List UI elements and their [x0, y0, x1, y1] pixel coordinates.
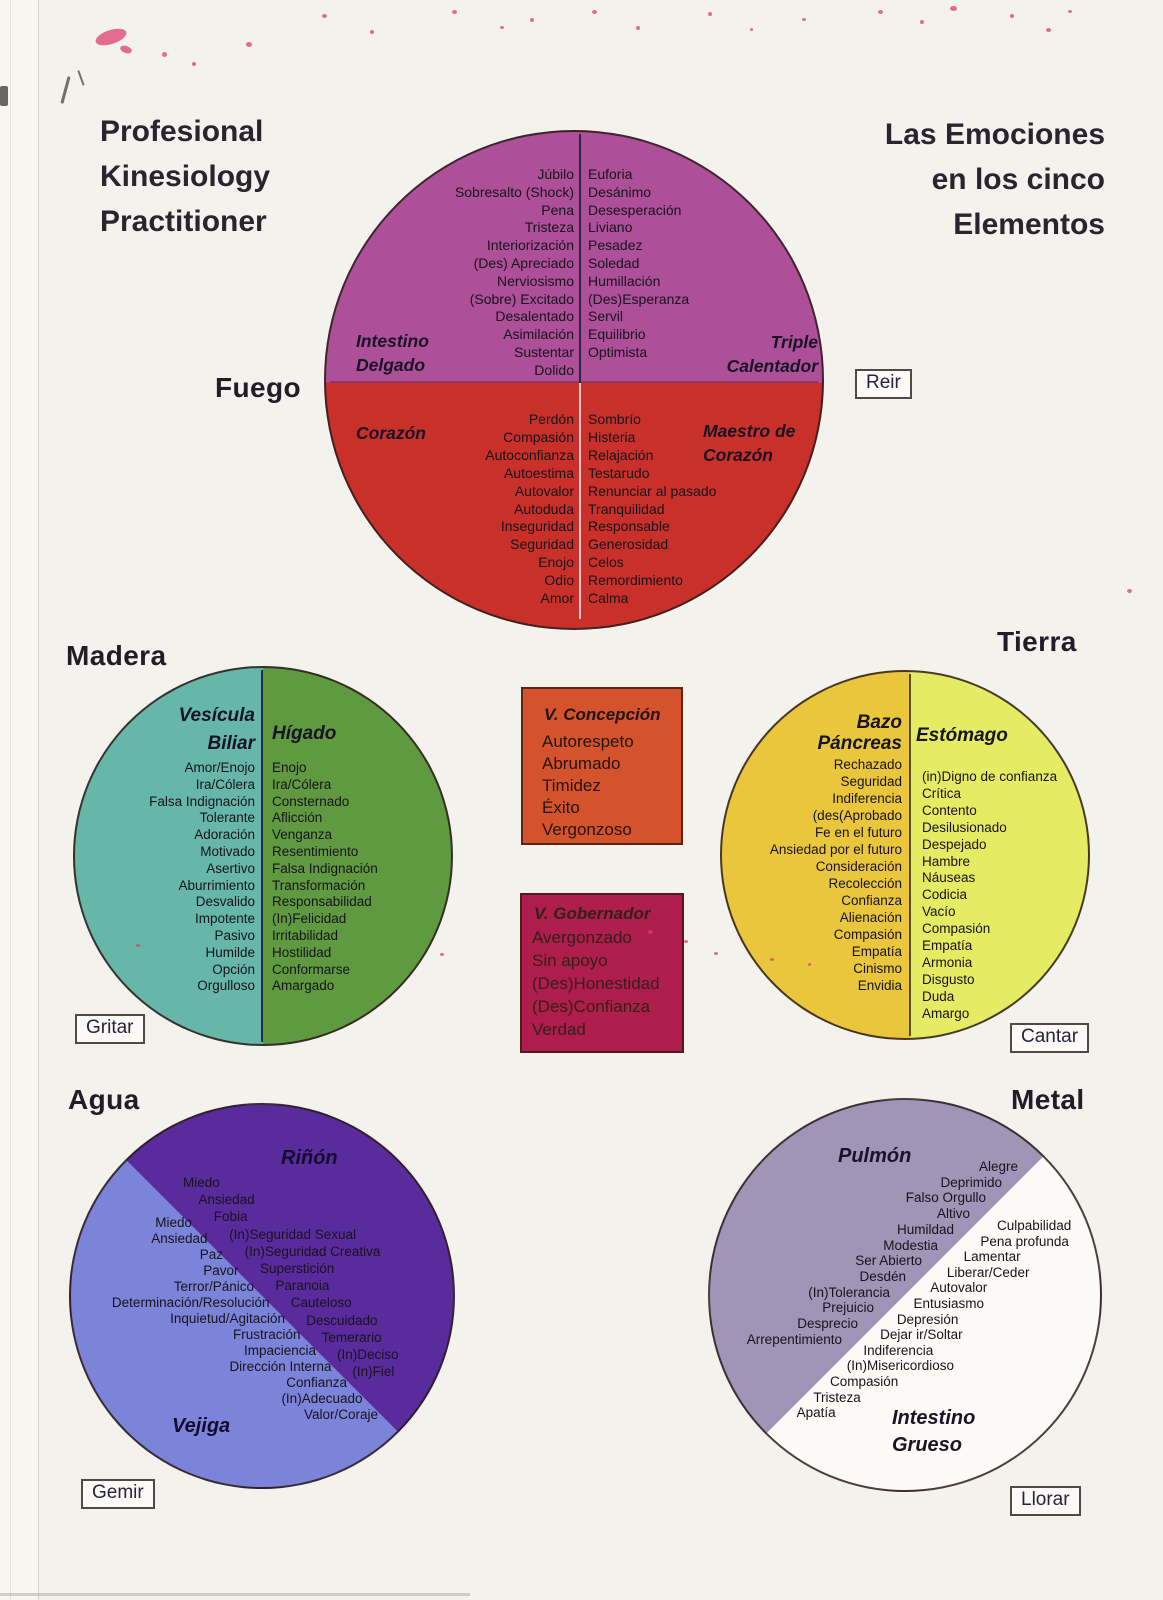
- scan-mark: [878, 10, 883, 14]
- emotion-item: (In)Misericordioso: [846, 1358, 954, 1374]
- emotion-item: Dirección Interna: [229, 1359, 332, 1374]
- emotion-item: Calma: [588, 590, 629, 607]
- emotion-item: Pena profunda: [980, 1233, 1069, 1249]
- emotion-item: Optimista: [588, 343, 648, 360]
- emotion-item: Determinación/Resolución: [111, 1295, 270, 1310]
- scan-mark: [192, 62, 196, 66]
- scan-bottom-edge: [0, 1593, 470, 1596]
- emotion-item: Generosidad: [588, 536, 669, 553]
- emotion-item: Interiorización: [486, 237, 574, 254]
- emotion-item: Duda: [922, 988, 955, 1004]
- organ-label-line: Páncreas: [817, 733, 902, 754]
- scan-mark: [950, 6, 957, 11]
- emotion-item: Náuseas: [922, 870, 976, 886]
- emotion-item: Miedo: [183, 1175, 220, 1190]
- emotion-item: Frustración: [232, 1327, 301, 1342]
- emotion-item: Servil: [588, 308, 624, 325]
- emotion-item: Tranquilidad: [588, 500, 665, 517]
- emotion-item: Seguridad: [840, 774, 902, 789]
- emotion-item: Falso Orgullo: [905, 1190, 986, 1206]
- scan-mark: [1127, 589, 1132, 593]
- fuego-half-divider: [330, 381, 818, 383]
- emotion-item: Falsa Indignación: [272, 860, 378, 876]
- emotion-item: Envidia: [857, 978, 902, 993]
- emotion-item: Paranoia: [275, 1278, 330, 1294]
- organ-label-line: Biliar: [207, 733, 255, 754]
- emotion-item: Falsa Indignación: [149, 793, 255, 809]
- scan-mark: [452, 10, 457, 14]
- organ-label-line: Estómago: [916, 725, 1008, 746]
- emotion-item: (In)Seguridad Creativa: [244, 1243, 381, 1259]
- rinon-label: [281, 1147, 338, 1170]
- emotion-item: Hostilidad: [272, 944, 332, 960]
- title-line: Las Emociones: [884, 118, 1105, 151]
- emotion-item: Cinismo: [853, 961, 902, 976]
- emotion-item: Desdén: [859, 1268, 906, 1284]
- emotion-item: Sustentar: [514, 343, 574, 360]
- emotion-item: Indiferencia: [863, 1342, 934, 1358]
- agua-element-label: Agua: [68, 1084, 140, 1115]
- emotion-item: Empatía: [922, 938, 973, 954]
- scan-mark: [530, 18, 534, 22]
- emotion-item: Compasión: [833, 927, 902, 942]
- emotion-item: (In)Adecuado: [281, 1391, 363, 1406]
- emotion-item: Ira/Cólera: [272, 776, 332, 792]
- emotion-item: Pesadez: [588, 237, 643, 254]
- emotion-item: Resentimiento: [272, 843, 359, 859]
- fuego-circle: [324, 130, 824, 630]
- emotion-item: Crítica: [922, 785, 962, 801]
- scan-mark: [802, 18, 806, 21]
- emotion-item: Autoestima: [503, 464, 574, 481]
- emotion-item: Autorespeto: [542, 732, 634, 751]
- emotion-item: Desvalido: [195, 894, 255, 910]
- estomago-emotion-list: [922, 769, 1057, 1023]
- scan-mark: [1046, 28, 1051, 32]
- emotion-item: Alegre: [978, 1159, 1018, 1174]
- emotion-item: Altivo: [936, 1206, 970, 1222]
- emotion-item: Opción: [212, 961, 255, 977]
- emotion-item: Vergonzoso: [542, 820, 632, 839]
- organ-label-line: Grueso: [892, 1434, 963, 1456]
- madera-element-label: Madera: [66, 640, 167, 671]
- emotion-item: Remordimiento: [588, 572, 683, 589]
- emotion-item: Alienación: [839, 910, 902, 925]
- madera-divider: [261, 670, 263, 1042]
- emotion-item: Renunciar al pasado: [588, 482, 717, 499]
- emotion-item: Fe en el futuro: [814, 825, 902, 840]
- emotion-item: Disgusto: [922, 971, 975, 987]
- maestro-de-corazon-emotion-list: [588, 411, 716, 608]
- emotion-item: Pasivo: [214, 927, 255, 943]
- emotion-item: Rechazado: [833, 757, 902, 772]
- scan-mark: [136, 944, 140, 947]
- emotion-item: Sombrío: [588, 411, 641, 427]
- emotion-item: Seguridad: [510, 536, 574, 553]
- intestino-grueso-label: [892, 1405, 975, 1459]
- emotion-item: Depresión: [896, 1311, 959, 1327]
- organ-label-line: Pulmón: [838, 1145, 912, 1167]
- emotion-item: Compasión: [922, 921, 991, 937]
- organ-label-line: Delgado: [356, 355, 426, 375]
- tierra-divider: [909, 674, 911, 1036]
- emotion-item: Descuidado: [306, 1312, 378, 1328]
- emotion-item: Valor/Coraje: [303, 1407, 378, 1422]
- organ-label-line: Vejiga: [172, 1415, 231, 1437]
- emotion-item: Confianza: [841, 893, 902, 908]
- emotion-item: Ira/Cólera: [195, 776, 255, 792]
- emotion-item: Despejado: [922, 836, 987, 852]
- emotion-item: Adoración: [194, 827, 255, 843]
- emotion-item: Asertivo: [206, 860, 255, 876]
- scan-corner-mark: [0, 86, 8, 106]
- emotion-item: Abrumado: [542, 754, 621, 773]
- organ-label-line: Intestino: [356, 331, 429, 351]
- emotion-item: Desesperación: [588, 201, 682, 218]
- emotion-item: Autovalor: [930, 1280, 988, 1296]
- emotion-item: Compasión: [503, 428, 574, 445]
- scan-mark: [162, 52, 167, 57]
- page-title-right: [885, 112, 1105, 247]
- emotion-item: Impaciencia: [243, 1343, 316, 1358]
- emotion-item: Responsable: [588, 518, 670, 535]
- tierra-element-label: Tierra: [997, 626, 1077, 657]
- emotion-item: Desilusionado: [922, 819, 1007, 835]
- emotion-item: Júbilo: [537, 166, 574, 182]
- emotion-item: Armonia: [922, 954, 973, 970]
- emotion-item: (In)Seguridad Sexual: [229, 1226, 357, 1242]
- emotion-item: Confianza: [286, 1375, 347, 1390]
- emotion-item: Dejar ir/Soltar: [880, 1327, 963, 1343]
- intestino-delgado-label: [356, 329, 429, 377]
- scan-mark: [750, 28, 753, 31]
- emotion-item: Hambre: [922, 853, 971, 869]
- v-gobernador-title: V. Gobernador: [534, 904, 651, 923]
- emotion-item: Inquietud/Agitación: [170, 1311, 285, 1326]
- emotion-item: (In)Felicidad: [272, 911, 347, 927]
- emotion-item: Enojo: [538, 554, 574, 571]
- emotion-item: (Des) Apreciado: [473, 254, 574, 271]
- emotion-item: Apatía: [796, 1405, 836, 1421]
- emotion-item: Euforia: [588, 166, 633, 182]
- scan-edge: [0, 0, 39, 1600]
- vejiga-label: [172, 1415, 230, 1438]
- estomago-label: [916, 725, 1008, 747]
- emotion-item: Soledad: [588, 254, 640, 271]
- emotion-item: Asimilación: [503, 326, 574, 343]
- emotion-item: Terror/Pánico: [173, 1279, 254, 1294]
- organ-label-line: Maestro de: [703, 421, 796, 441]
- pulmon-label: [838, 1145, 911, 1168]
- emotion-item: (in)Digno de confianza: [922, 769, 1058, 784]
- emotion-item: Ser Abierto: [855, 1253, 922, 1269]
- emotion-item: Ansiedad: [198, 1192, 255, 1208]
- emotion-item: Pena: [541, 201, 574, 218]
- emotion-item: Arrepentimiento: [746, 1331, 842, 1347]
- emotion-item: Modestia: [883, 1237, 938, 1253]
- emotion-item: Amor: [540, 590, 574, 607]
- madera-circle: [73, 666, 453, 1046]
- emotion-item: Contento: [922, 802, 977, 818]
- scan-mark: [592, 10, 597, 14]
- emotion-item: Amargado: [272, 978, 335, 994]
- emotion-item: Relajación: [588, 446, 654, 463]
- organ-label-line: Corazón: [703, 445, 773, 465]
- scan-mark: [684, 940, 688, 943]
- emotion-item: Autoconfianza: [485, 446, 574, 463]
- organ-label-line: Triple: [770, 332, 818, 352]
- scan-mark: [714, 952, 718, 955]
- emotion-item: Sin apoyo: [532, 951, 608, 970]
- emotion-item: Timidez: [542, 776, 601, 795]
- emotion-item: Irritabilidad: [272, 927, 339, 943]
- v-concepcion-box: [521, 687, 683, 845]
- emotion-item: Verdad: [532, 1020, 586, 1039]
- v-gobernador-emotion-list: [532, 926, 660, 1041]
- emotion-item: Conformarse: [272, 961, 351, 977]
- emotion-item: Recolección: [828, 876, 902, 891]
- title-line: en los cinco: [931, 163, 1105, 196]
- emotion-item: Lamentar: [963, 1249, 1021, 1265]
- emotion-item: Desánimo: [588, 183, 652, 200]
- emotion-item: Odio: [544, 572, 574, 589]
- title-line: Profesional: [100, 115, 264, 148]
- emotion-item: Paz: [199, 1247, 223, 1262]
- emotion-item: Celos: [588, 554, 624, 571]
- emotion-item: (des(Aprobado: [812, 808, 902, 823]
- emotion-item: Éxito: [542, 798, 580, 817]
- emotion-item: Ansiedad por el futuro: [769, 842, 902, 857]
- emotion-item: Tolerante: [199, 810, 255, 826]
- corazon-emotion-list: [485, 411, 574, 608]
- emotion-item: (In)Deciso: [337, 1347, 399, 1363]
- emotion-item: Liberar/Ceder: [946, 1264, 1030, 1280]
- emotion-item: Compasión: [830, 1373, 899, 1389]
- scan-mark: [636, 26, 640, 30]
- emotion-item: Humildad: [896, 1221, 954, 1237]
- scan-mark: [770, 958, 774, 961]
- emotion-item: Amargo: [922, 1005, 970, 1021]
- scan-mark: [648, 930, 653, 934]
- emotion-item: Codicia: [922, 887, 968, 903]
- emotion-item: Prejuicio: [822, 1300, 874, 1316]
- v-concepcion-title: V. Concepción: [544, 705, 661, 724]
- madera-sound-label: Gritar: [75, 1014, 145, 1044]
- emotion-item: Superstición: [260, 1261, 335, 1277]
- emotion-item: Responsabilidad: [272, 894, 372, 910]
- metal-sound-label: Llorar: [1010, 1486, 1081, 1516]
- metal-element-label: Metal: [1011, 1084, 1085, 1115]
- emotion-item: Entusiasmo: [913, 1295, 985, 1311]
- emotion-item: Pavor: [203, 1263, 239, 1278]
- scan-mark: [246, 42, 252, 47]
- pen-mark: [77, 70, 84, 86]
- emotion-item: Amor/Enojo: [184, 760, 255, 775]
- scan-mark: [322, 14, 327, 18]
- bazo-pancreas-label: [817, 712, 902, 754]
- emotion-item: Desprecio: [797, 1316, 858, 1332]
- emotion-item: Desalentado: [495, 308, 574, 325]
- emotion-item: Empatía: [851, 944, 902, 959]
- fuego-sound-label: Reir: [855, 369, 912, 399]
- emotion-item: Culpabilidad: [997, 1218, 1072, 1233]
- emotion-item: Testarudo: [588, 464, 650, 481]
- emotion-item: Aburrimiento: [178, 877, 255, 893]
- emotion-item: (Des)Honestidad: [532, 974, 660, 993]
- scan-mark: [708, 12, 712, 16]
- emotion-item: Orgulloso: [197, 978, 255, 994]
- vesicula-biliar-label: [179, 702, 255, 758]
- scan-mark: [119, 44, 133, 55]
- corazon-label: [356, 423, 426, 444]
- fuego-top-divider: [579, 134, 581, 383]
- emotion-item: Consternado: [272, 793, 350, 809]
- scan-mark: [808, 963, 811, 966]
- pen-mark: [60, 76, 70, 104]
- scan-edge-line: [10, 0, 11, 1600]
- emotion-item: Ansiedad: [151, 1231, 208, 1246]
- v-concepcion-emotion-list: [542, 731, 634, 841]
- agua-sound-label: Gemir: [81, 1479, 155, 1509]
- emotion-item: Inseguridad: [500, 518, 574, 535]
- scan-mark: [1068, 10, 1072, 13]
- emotion-item: Deprimido: [940, 1174, 1002, 1190]
- emotion-item: Equilibrio: [588, 326, 646, 343]
- emotion-item: (In)Tolerancia: [808, 1284, 890, 1300]
- organ-label-line: Hígado: [272, 723, 337, 744]
- emotion-item: (Des)Confianza: [532, 997, 651, 1016]
- emotion-item: Cauteloso: [290, 1295, 352, 1311]
- title-line: Kinesiology: [100, 160, 271, 193]
- scan-mark: [500, 26, 504, 29]
- emotion-item: (In)Fiel: [352, 1364, 395, 1380]
- emotion-item: Aflicción: [272, 810, 323, 826]
- emotion-item: Tristeza: [524, 219, 574, 236]
- emotion-item: Nerviosismo: [496, 272, 574, 289]
- triple-calentador-label: [727, 330, 818, 378]
- organ-label-line: Riñón: [281, 1147, 338, 1169]
- emotion-item: Temerario: [321, 1329, 382, 1345]
- tierra-sound-label: Cantar: [1010, 1023, 1089, 1053]
- higado-label: [272, 723, 336, 745]
- organ-label-line: Calentador: [726, 356, 818, 376]
- emotion-item: Miedo: [155, 1215, 192, 1230]
- organ-label-line: Intestino: [892, 1407, 976, 1429]
- emotion-item: Dolido: [534, 361, 574, 378]
- scan-mark: [1010, 14, 1014, 18]
- emotion-item: Transformación: [272, 877, 366, 893]
- fuego-bottom-divider: [579, 383, 581, 619]
- emotion-item: Venganza: [272, 827, 333, 843]
- emotion-item: Consideración: [815, 859, 902, 874]
- emotion-item: Impotente: [194, 911, 255, 927]
- higado-emotion-list: [272, 760, 378, 995]
- emotion-item: Autovalor: [514, 482, 574, 499]
- emotion-item: Avergonzado: [532, 928, 632, 947]
- triple-calentador-emotion-list: [588, 166, 689, 362]
- emotion-item: Histeria: [588, 428, 636, 445]
- bazo-pancreas-emotion-list: [770, 756, 902, 994]
- scan-mark: [370, 30, 374, 34]
- emotion-item: Motivado: [200, 843, 255, 859]
- emotion-item: Indiferencia: [832, 791, 902, 806]
- emotion-item: Tristeza: [813, 1389, 861, 1405]
- page-title-left: [100, 109, 270, 244]
- v-gobernador-box: [520, 893, 684, 1053]
- emotion-item: Humilde: [205, 944, 255, 960]
- emotion-item: Humillación: [588, 272, 661, 289]
- emotion-item: Liviano: [588, 219, 633, 236]
- emotion-item: Enojo: [272, 760, 307, 775]
- intestino-delgado-emotion-list: [455, 166, 574, 380]
- emotion-item: (Des)Esperanza: [588, 290, 690, 307]
- scan-mark: [440, 953, 444, 956]
- emotion-item: Sobresalto (Shock): [454, 183, 574, 200]
- emotion-item: Perdón: [528, 411, 574, 427]
- fuego-element-label: Fuego: [215, 372, 301, 403]
- emotion-item: Autoduda: [514, 500, 574, 517]
- maestro-de-corazon-label: [703, 419, 795, 467]
- title-line: Elementos: [953, 208, 1105, 241]
- organ-label-line: Corazón: [356, 423, 426, 443]
- emotion-item: Fobia: [213, 1209, 248, 1225]
- vesicula-biliar-emotion-list: [149, 760, 255, 995]
- scan-mark: [920, 20, 924, 24]
- organ-label-line: Bazo: [856, 712, 902, 733]
- emotion-item: (Sobre) Excitado: [469, 290, 574, 307]
- title-line: Practitioner: [100, 205, 267, 238]
- organ-label-line: Vesícula: [178, 705, 255, 726]
- emotion-item: Vacío: [922, 904, 956, 920]
